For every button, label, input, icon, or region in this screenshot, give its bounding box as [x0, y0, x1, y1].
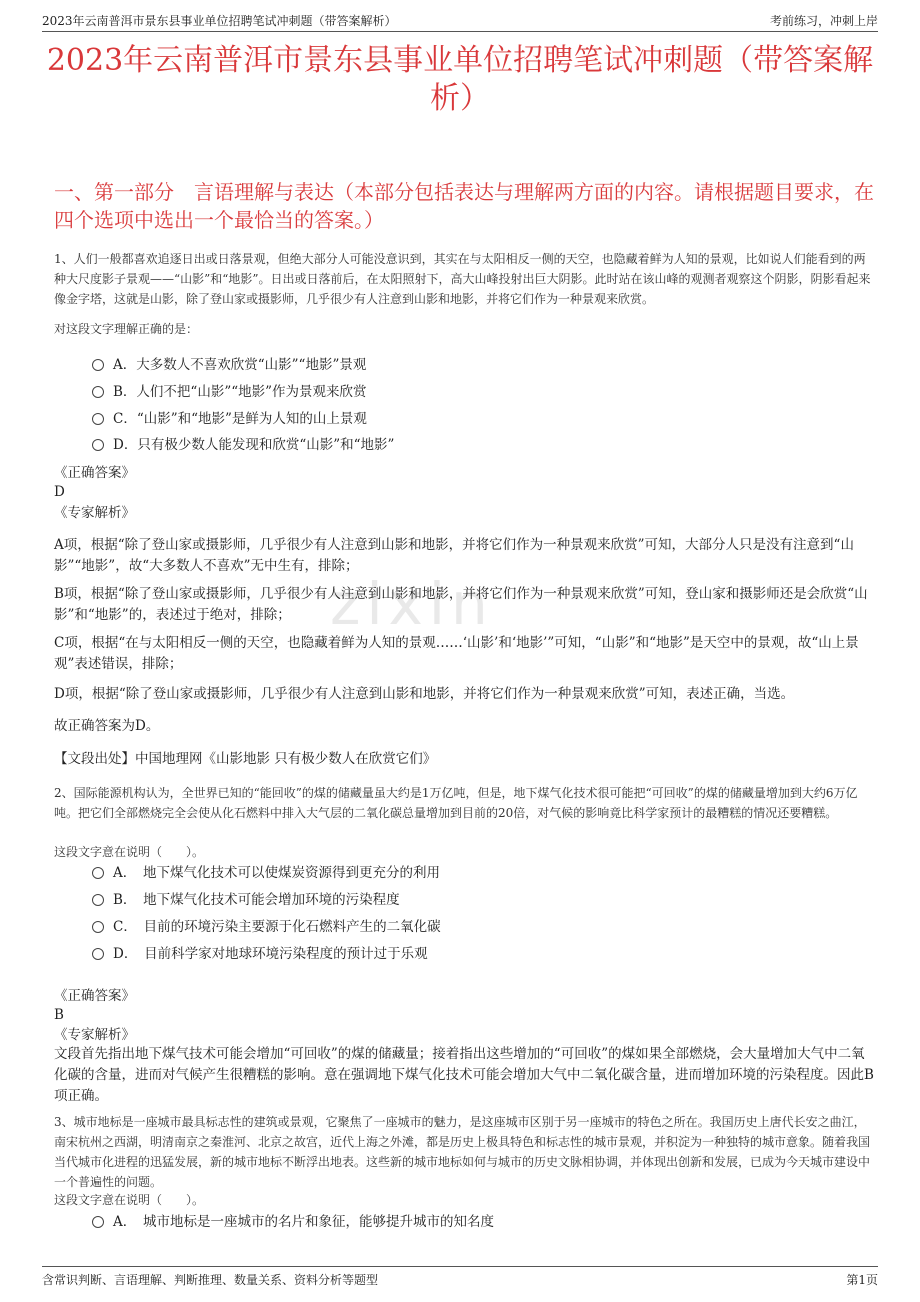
- radio-icon[interactable]: [92, 867, 104, 879]
- q2-answer: B: [54, 1007, 64, 1023]
- q1-answer: D: [54, 484, 65, 500]
- radio-icon[interactable]: [92, 386, 104, 398]
- q1-analysis-a: A项，根据“除了登山家或摄影师，几乎很少有人注意到山影和地影，并将它们作为一种景观来欣赏”可知，大部分人只是没有注意到“山影”“地影”，故“大多数人不喜欢”无中生有，排除；: [54, 537, 854, 574]
- page-title: 2023年云南普洱市景东县事业单位招聘笔试冲刺题（带答案解析）: [46, 43, 874, 116]
- q3-option-a[interactable]: A． 城市地标是一座城市的名片和象征，能够提升城市的知名度: [92, 1212, 494, 1232]
- q3-prompt: 这段文字意在说明（ ）。: [54, 1193, 205, 1207]
- header-doc-title: 2023年云南普洱市景东县事业单位招聘笔试冲刺题（带答案解析）: [42, 14, 397, 28]
- q1-source: 【文段出处】中国地理网《山影地影 只有极少数人在欣赏它们》: [54, 751, 437, 767]
- q1-option-d[interactable]: D．只有极少数人能发现和欣赏“山影”和“地影”: [92, 435, 394, 455]
- q1-option-b[interactable]: B．人们不把“山影”“地影”作为景观来欣赏: [92, 382, 367, 402]
- q1-option-a[interactable]: A．大多数人不喜欢欣赏“山影”“地影”景观: [92, 355, 366, 375]
- radio-icon[interactable]: [92, 1216, 104, 1228]
- q1-analysis-b: B项，根据“除了登山家或摄影师，几乎很少有人注意到山影和地影，并将它们作为一种景观来欣赏”可知，登山家和摄影师还是会欣赏“山影”和“地影”的，表述过于绝对，排除；: [54, 586, 868, 623]
- q2-option-d[interactable]: D． 目前科学家对地球环境污染程度的预计过于乐观: [92, 944, 428, 964]
- page-number: 第1页: [846, 1273, 878, 1287]
- q2-option-b[interactable]: B． 地下煤气化技术可能会增加环境的污染程度: [92, 890, 400, 910]
- radio-icon[interactable]: [92, 921, 104, 933]
- radio-icon[interactable]: [92, 439, 104, 451]
- q2-analysis-label: 《专家解析》: [54, 1027, 135, 1043]
- q1-answer-label: 《正确答案》: [54, 465, 135, 481]
- radio-icon[interactable]: [92, 359, 104, 371]
- header-slogan: 考前练习，冲刺上岸: [769, 14, 878, 28]
- q2-option-a[interactable]: A． 地下煤气化技术可以使煤炭资源得到更充分的利用: [92, 863, 440, 883]
- q2-stem: 2、国际能源机构认为，全世界已知的“能回收”的煤的储藏量虽大约是1万亿吨，但是，地下煤气化技术很可能把“可回收”的煤的储藏量增加到大约6万亿吨。把它们全部燃烧完全会使从化石燃料中排入大气层的二氧化碳总量增加到目前的20倍，对气候的影响竟比科学家预计的最糟糕的情况还要糟糕。: [54, 786, 858, 820]
- q1-analysis-c: C项，根据“在与太阳相反一侧的天空，也隐藏着鲜为人知的景观……‘山影’和‘地影’”可知，“山影”和“地影”是天空中的景观，故“山上景观”表述错误，排除；: [54, 635, 859, 672]
- q2-answer-label: 《正确答案》: [54, 988, 135, 1004]
- footer-note: 含常识判断、言语理解、判断推理、数量关系、资料分析等题型: [42, 1273, 379, 1287]
- q2-prompt: 这段文字意在说明（ ）。: [54, 845, 205, 859]
- q1-stem: 1、人们一般都喜欢追逐日出或日落景观，但绝大部分人可能没意识到，其实在与太阳相反一侧的天空，也隐藏着鲜为人知的景观，比如说人们能看到的两种大尺度影子景观——“山影”和“地影”。日出或日落前后，在太阳照射下，高大山峰投射出巨大阴影。此时站在该山峰的观测者观察这个阴影，阴影看起来像金字塔，这就是山影，除了登山家或摄影师，几乎很少有人注意到山影和地影，并将它们作为一种景观来欣赏。: [54, 252, 871, 306]
- q3-stem: 3、城市地标是一座城市最具标志性的建筑或景观，它聚焦了一座城市的魅力，是这座城市区别于另一座城市的特色之所在。我国历史上唐代长安之曲江，南宋杭州之西湖，明清南京之秦淮河、北京之故宫，近代上海之外滩，都是历史上极具特色和标志性的城市景观，并积淀为一种独特的城市意象。随着我国当代城市化进程的迅猛发展，新的城市地标不断浮出地表。这些新的城市地标如何与城市的历史文脉相协调，并体现出创新和发展，已成为今天城市建设中一个普遍性的问题。: [54, 1115, 871, 1189]
- radio-icon[interactable]: [92, 894, 104, 906]
- q1-conclusion: 故正确答案为D。: [54, 718, 160, 734]
- footer-rule: [42, 1266, 878, 1267]
- q1-analysis-d: D项，根据“除了登山家或摄影师，几乎很少有人注意到山影和地影，并将它们作为一种景观来欣赏”可知，表述正确，当选。: [54, 686, 795, 702]
- q1-option-c[interactable]: C．“山影”和“地影”是鲜为人知的山上景观: [92, 409, 367, 429]
- section-heading: 一、第一部分 言语理解与表达（本部分包括表达与理解两方面的内容。请根据题目要求，在四个选项中选出一个最恰当的答案。）: [54, 180, 874, 232]
- watermark: zixin: [330, 570, 494, 638]
- header-rule: [42, 31, 878, 32]
- radio-icon[interactable]: [92, 948, 104, 960]
- q2-analysis: 文段首先指出地下煤气技术可能会增加“可回收”的煤的储藏量；接着指出这些增加的“可回收”的煤如果全部燃烧，会大量增加大气中二氧化碳的含量，进而对气候产生很糟糕的影响。意在强调地下煤气化技术可能会增加大气中二氧化碳含量，进而增加环境的污染程度。因此B项正确。: [54, 1046, 874, 1104]
- radio-icon[interactable]: [92, 413, 104, 425]
- q1-analysis-label: 《专家解析》: [54, 505, 135, 521]
- page-header: [42, 10, 878, 32]
- q1-prompt: 对这段文字理解正确的是：: [54, 322, 199, 336]
- q2-option-c[interactable]: C． 目前的环境污染主要源于化石燃料产生的二氧化碳: [92, 917, 441, 937]
